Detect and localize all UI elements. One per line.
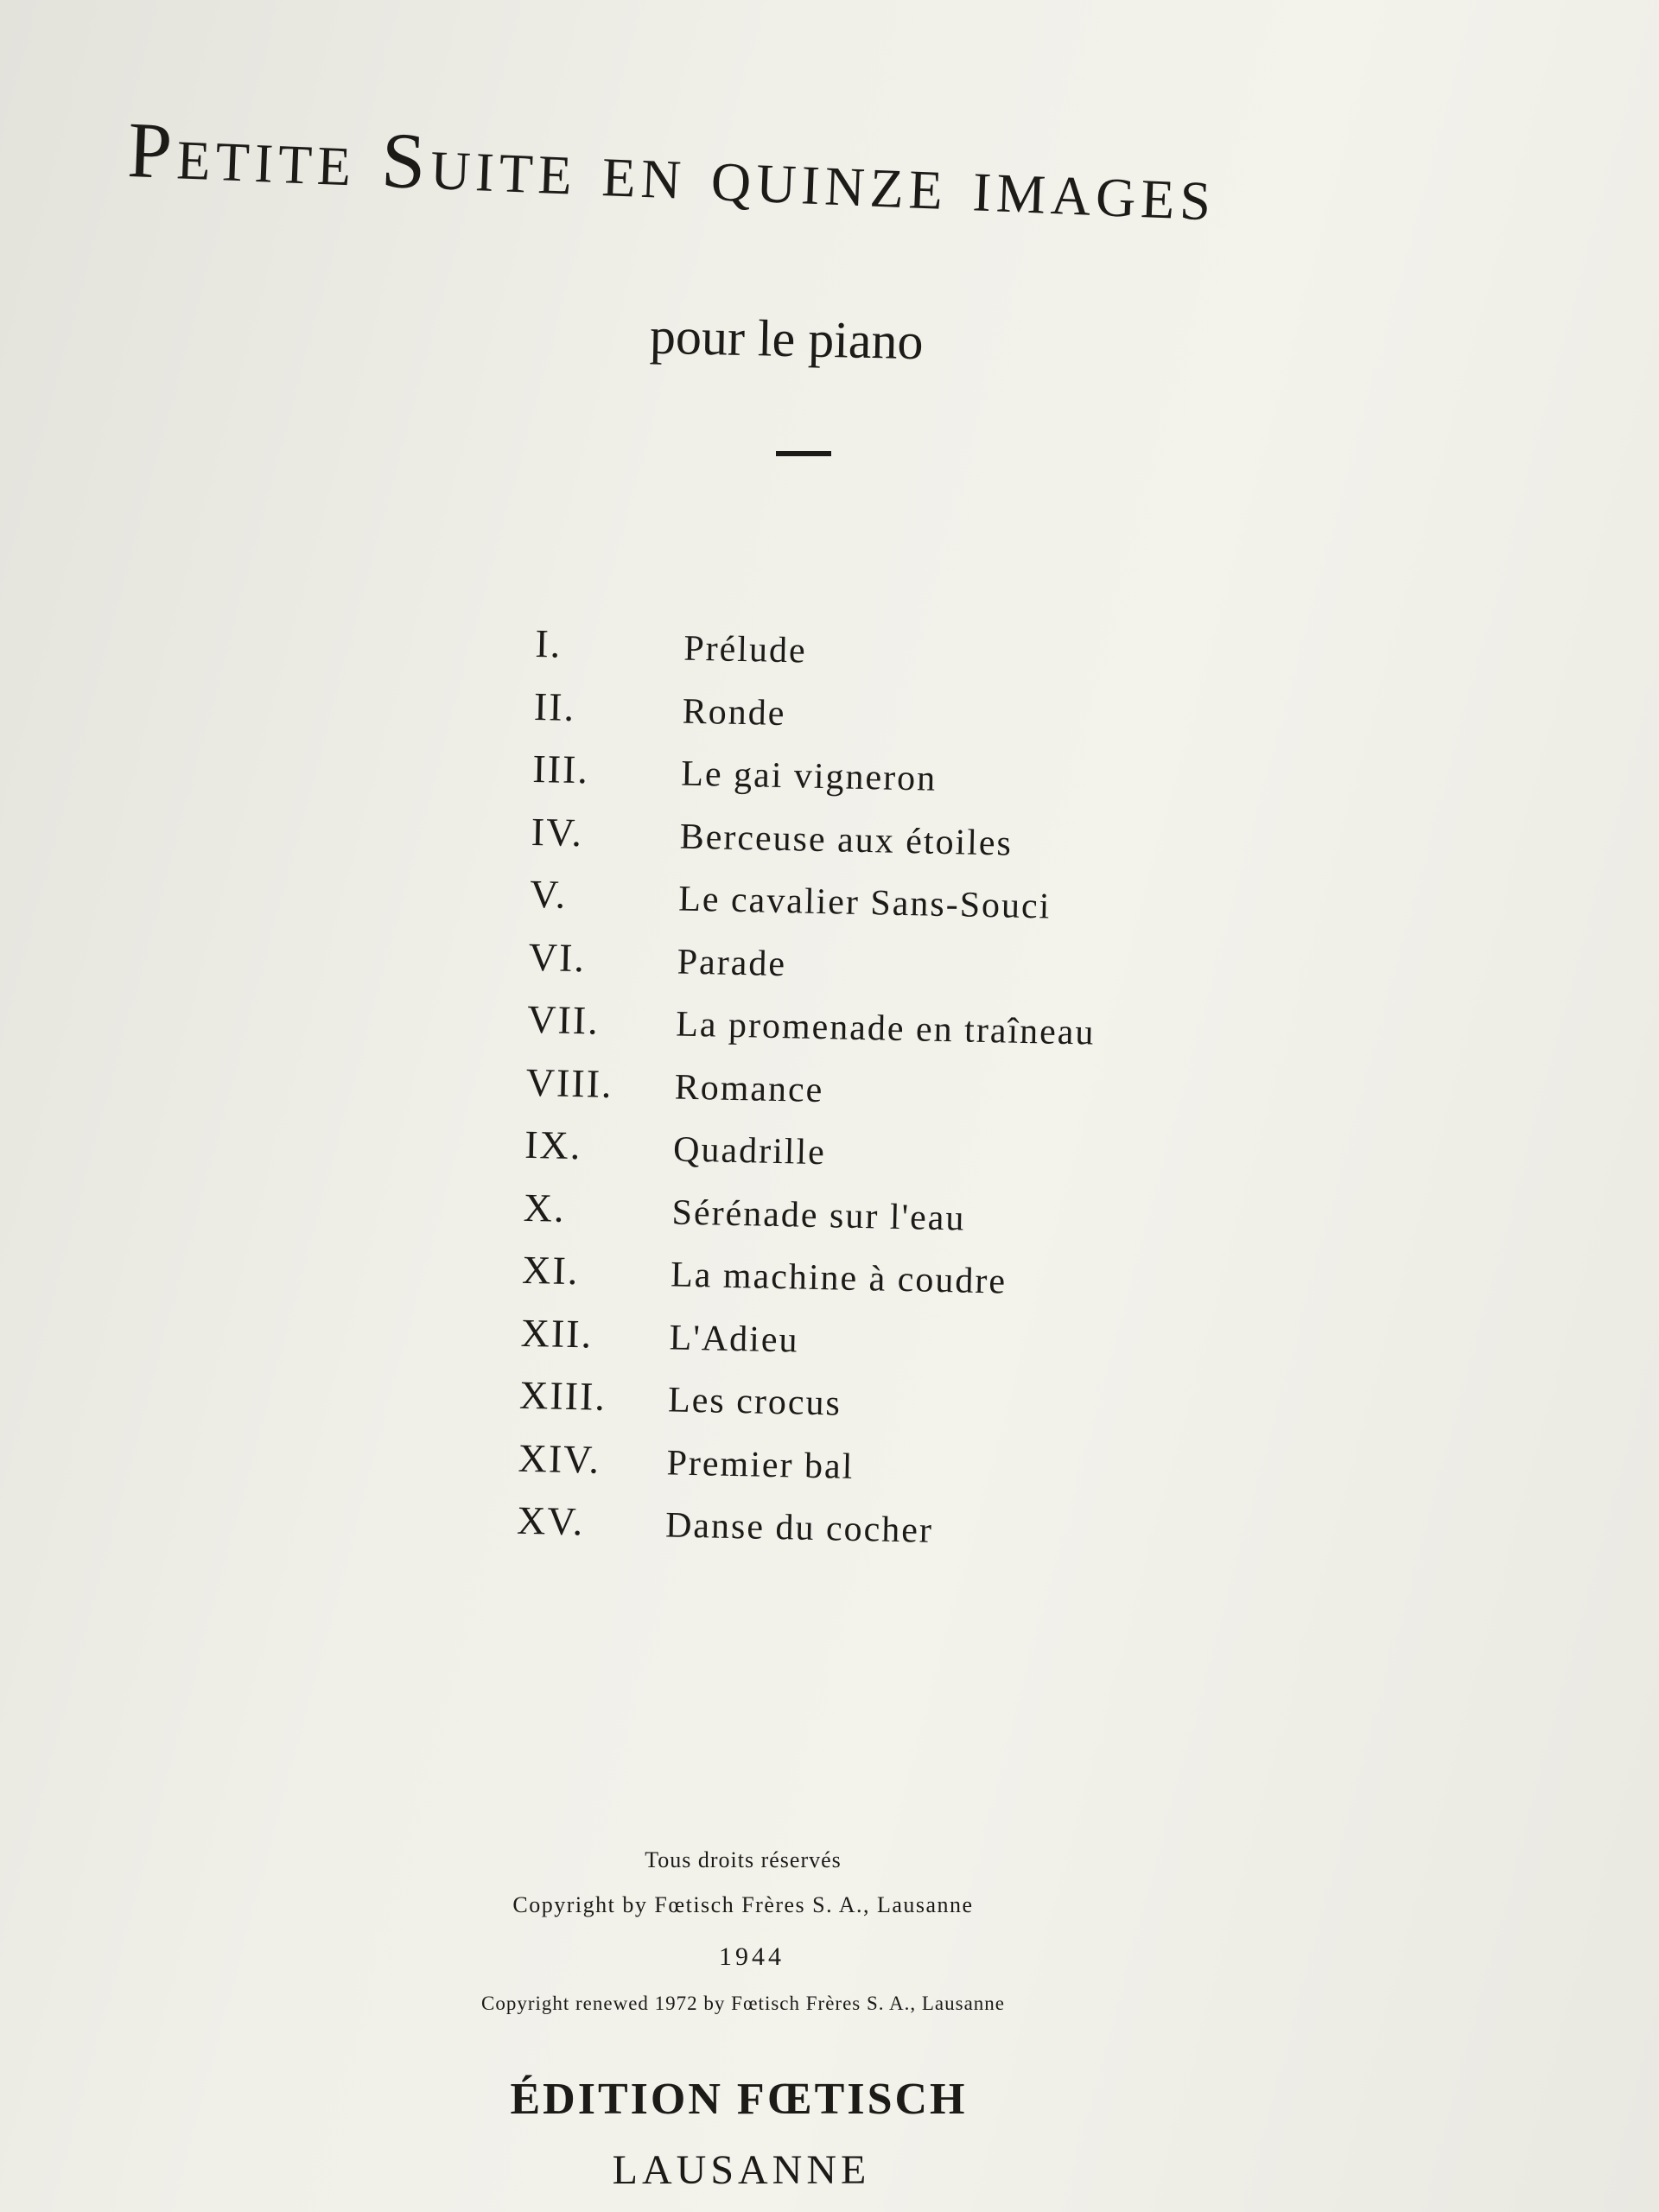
toc-item-number: XV. [516,1497,585,1544]
toc-item-number: XIII. [518,1372,607,1419]
toc-item-title: Les crocus [667,1380,842,1424]
title-part-1: etite [175,107,384,204]
toc-item-number: X. [523,1185,567,1230]
toc-item-title: Premier bal [666,1442,855,1487]
toc-item-title: Romance [674,1066,824,1110]
toc-item-title: Danse du cocher [664,1505,934,1551]
copyright-renewal: Copyright renewed 1972 by Fœtisch Frères S. A., Lausanne [480,1993,1005,2014]
toc-item-title: Ronde [682,691,786,734]
toc-item-number: IV. [531,809,584,855]
publisher-name: ÉDITION FŒTISCH [510,2075,968,2124]
toc-item-title: Parade [677,942,787,984]
title-divider [776,451,831,456]
subtitle: pour le piano [649,307,925,371]
toc-item-title: La promenade en traîneau [675,1004,1096,1053]
rights-notice: Tous droits réservés [645,1847,842,1872]
table-of-contents [516,620,1192,1573]
publication-year: 1944 [719,1942,785,1971]
toc-item-number: IX. [524,1122,582,1168]
toc-item-number: XII. [520,1310,594,1357]
toc-item [516,1497,1173,1573]
toc-item-number: XI. [521,1247,580,1294]
toc-item-title: Le cavalier Sans-Souci [677,879,1052,927]
toc-item-number: XIV. [518,1435,601,1482]
toc-item-number: V. [529,871,568,917]
toc-item-title: Le gai vigneron [680,753,938,799]
toc-item-title: Berceuse aux étoiles [679,817,1014,864]
toc-item-title: La machine à coudre [670,1255,1007,1302]
title-initial-s: S [379,115,433,207]
toc-item-number: I. [534,620,563,666]
toc-item-number: VI. [528,934,587,980]
toc-item-number: II. [533,683,576,729]
title-part-2: uite en quinze images [429,118,1218,238]
title-initial-p: P [125,105,180,196]
toc-item-title: Sérénade sur l'eau [671,1192,966,1239]
toc-item-title: Prélude [683,628,808,671]
toc-item-title: L'Adieu [669,1317,799,1361]
toc-item-title: Quadrille [672,1129,827,1173]
toc-item-number: VII. [526,996,601,1043]
toc-item-number: VIII. [525,1059,614,1106]
publisher-city: LAUSANNE [612,2147,871,2193]
page-title [126,104,1511,251]
toc-item-number: III. [531,746,590,792]
copyright-notice: Copyright by Fœtisch Frères S. A., Lausanne [512,1892,974,1917]
